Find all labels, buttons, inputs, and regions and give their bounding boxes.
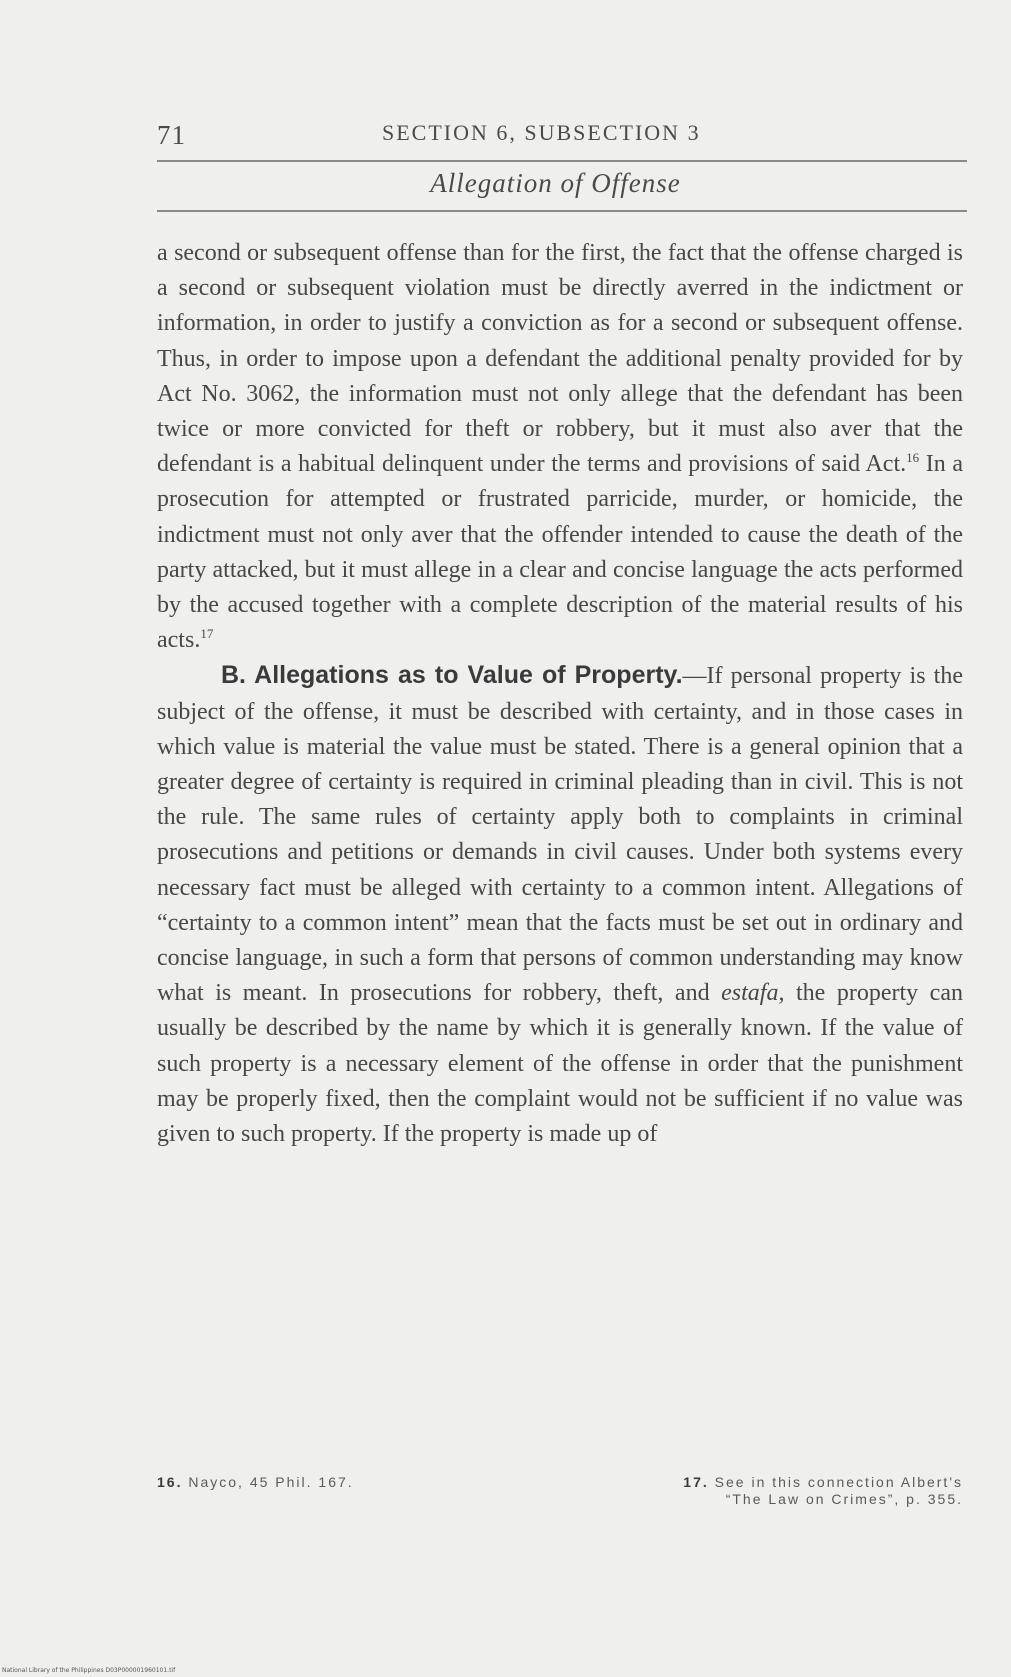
- paragraph-2: [157, 658, 963, 1152]
- footnote-ref-17: 17: [200, 626, 214, 642]
- running-header: [157, 112, 965, 152]
- footnote-ref-16: 16: [906, 450, 920, 466]
- paragraph-2-part-b: the property can usually be described by the name by which it is generally known. If the value of such property is a necessary element of the offense in order that the punishment may be properly fixed, then the complaint would not be sufficient if no value was given to such property. If the property is made up of: [157, 980, 963, 1148]
- paragraph-2-dash: —: [682, 663, 707, 690]
- footnote-17-text-line-1: See in this connection Albert's: [708, 1474, 963, 1490]
- paragraph-2-part-a: If personal property is the subject of the offense, it must be described with certainty, and in those cases in which value is material the value must be stated. There is a general opinion that a greater degree of certainty is required in criminal pleading than in civil. This is not the rule. The same rules of certainty apply both to complaints in criminal prosecutions and petitions or demands in civil causes. Under both systems every necessary fact must be alleged with certainty to a common intent. Allegations of “certainty to a common intent” mean that the facts must be set out in ordinary and concise language, in such a form that persons of common understanding may know what is meant. In prosecutions for robbery, theft, and: [157, 663, 963, 1007]
- footnote-17-number: 17.: [683, 1474, 709, 1490]
- footnote-16-number: 16.: [157, 1474, 183, 1490]
- section-title: SECTION 6, SUBSECTION 3: [382, 120, 701, 145]
- page-number: 71: [157, 120, 186, 150]
- scan-credit: National Library of the Philippines D03P000001960101.tif: [2, 1667, 176, 1674]
- paragraph-1: [157, 236, 963, 658]
- footnote-17-text-line-2: “The Law on Crimes”, p. 355.: [725, 1491, 963, 1507]
- paragraph-1-part-a: a second or subsequent offense than for the first, the fact that the offense charged is a second or subsequent violation must be directly averred in the indictment or information, in order to justify a conviction as for a second or subsequent offense. Thus, in order to impose upon a defendant the additional penalty provided for by Act No. 3062, the information must not only allege that the defendant has been twice or more convicted for theft or robbery, but it must also aver that the defendant is a habitual delinquent under the terms and provisions of said Act.: [157, 240, 963, 478]
- subtitle-divider: [157, 210, 967, 212]
- header-divider: [157, 160, 967, 162]
- paragraph-1-part-b: In a prosecution for attempted or frustrated parricide, murder, or homicide, the indictment must not only aver that the offender intended to cause the death of the party attacked, but it must allege in a clear and concise language the acts performed by the accused together with a complete description of the material results of his acts.: [157, 451, 963, 654]
- footnote-16: [157, 1474, 354, 1490]
- footnote-16-text: Nayco, 45 Phil. 167.: [182, 1474, 354, 1490]
- paragraph-2-italic-term: estafa,: [721, 980, 785, 1007]
- page-subtitle: Allegation of Offense: [430, 168, 681, 198]
- footnote-17: [559, 1474, 963, 1508]
- body-text: [157, 236, 963, 1152]
- paragraph-2-heading: B. Allegations as to Value of Property.: [221, 661, 683, 690]
